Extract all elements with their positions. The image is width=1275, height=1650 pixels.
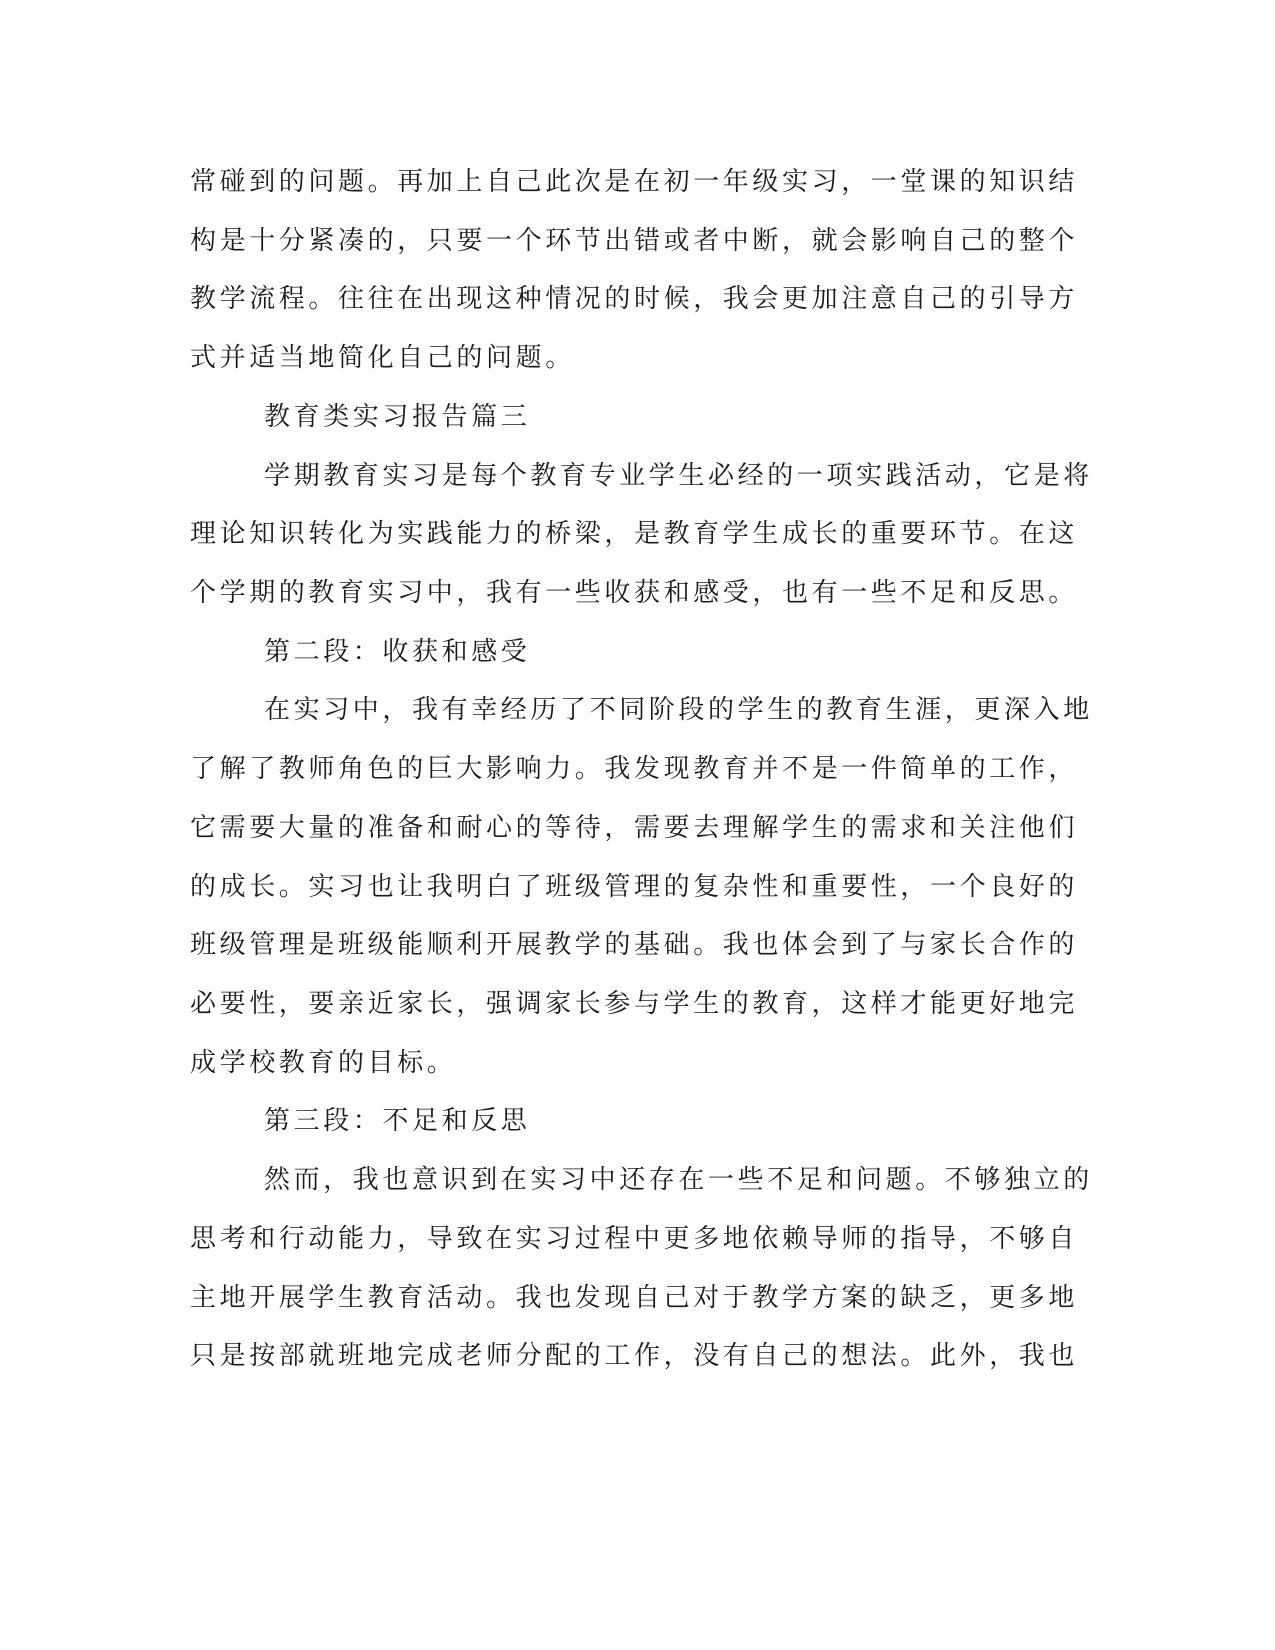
text-line: 它需要大量的准备和耐心的等待，需要去理解学生的需求和关注他们 (190, 813, 1079, 843)
text-line: 了解了教师角色的巨大影响力。我发现教育并不是一件简单的工作， (190, 754, 1079, 784)
text-line: 理论知识转化为实践能力的桥梁，是教育学生成长的重要环节。在这 (190, 519, 1079, 549)
text-line: 思考和行动能力，导致在实习过程中更多地依赖导师的指导，不够自 (190, 1224, 1079, 1254)
text-line: 主地开展学生教育活动。我也发现自己对于教学方案的缺乏，更多地 (190, 1283, 1079, 1313)
text-line: 个学期的教育实习中，我有一些收获和感受，也有一些不足和反思。 (190, 578, 1079, 608)
text-line: 只是按部就班地完成老师分配的工作，没有自己的想法。此外，我也 (190, 1341, 1079, 1371)
text-line: 式并适当地简化自己的问题。 (190, 343, 575, 373)
text-line: 在实习中，我有幸经历了不同阶段的学生的教育生涯，更深入地 (264, 695, 1093, 725)
text-line: 班级管理是班级能顺利开展教学的基础。我也体会到了与家长合作的 (190, 930, 1079, 960)
text-line: 的成长。实习也让我明白了班级管理的复杂性和重要性，一个良好的 (190, 872, 1079, 902)
text-line: 然而，我也意识到在实习中还存在一些不足和问题。不够独立的 (264, 1165, 1093, 1195)
section-heading: 教育类实习报告篇三 (264, 402, 531, 432)
text-line: 学期教育实习是每个教育专业学生必经的一项实践活动，它是将 (264, 461, 1093, 491)
section-heading: 第三段：不足和反思 (264, 1106, 531, 1136)
section-heading: 第二段：收获和感受 (264, 637, 531, 667)
text-line: 成学校教育的目标。 (190, 1048, 457, 1078)
text-line: 必要性，要亲近家长，强调家长参与学生的教育，这样才能更好地完 (190, 989, 1079, 1019)
text-line: 构是十分紧凑的，只要一个环节出错或者中断，就会影响自己的整个 (190, 226, 1079, 256)
text-line: 教学流程。往往在出现这种情况的时候，我会更加注意自己的引导方 (190, 284, 1079, 314)
text-line: 常碰到的问题。再加上自己此次是在初一年级实习，一堂课的知识结 (190, 167, 1079, 197)
